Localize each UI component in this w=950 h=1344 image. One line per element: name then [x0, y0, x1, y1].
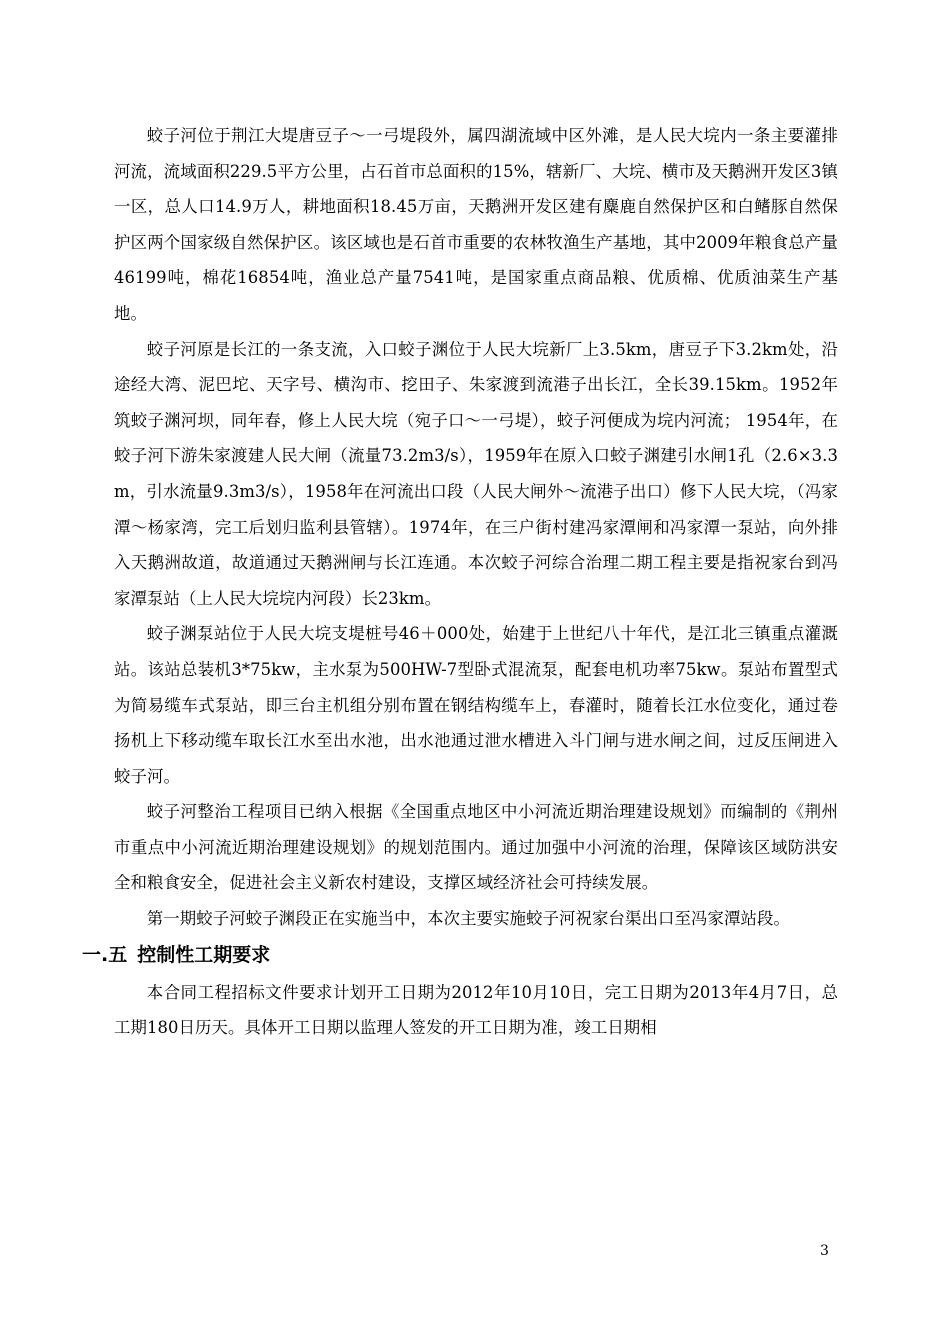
paragraph-planning: 蛟子河整治工程项目已纳入根据《全国重点地区中小河流近期治理建设规划》而编制的《荆州市重点中小河流近期治理建设规划》的规划范围内。通过加强中小河流的治理，保障该区域防洪安全和粮食安全，促进社会主义新农村建设，支撑区域经济社会可持续发展。: [114, 802, 838, 893]
paragraph-schedule: 本合同工程招标文件要求计划开工日期为2012年10月10日，完工日期为2013年4月7日，总工期180日历天。具体开工日期以监理人签发的开工日期为准，竣工日期相: [114, 982, 838, 1038]
paragraph-jiaozihe-overview: 蛟子河位于荆江大堤唐豆子～一弓堤段外，属四湖流域中区外滩，是人民大垸内一条主要灌排河流，流域面积229.5平方公里，占石首市总面积的15%，辖新厂、大垸、横市及天鹅洲开发区3镇一区，总人口14.9万人，耕地面积18.45万亩，天鹅洲开发区建有麋鹿自然保护区和白鳍豚自然保护区两个国家级自然保护区。该区域也是石首市重要的农林牧渔生产基地，其中2009年粮食总产量46199吨，棉花16854吨，渔业总产量7541吨，是国家重点商品粮、优质棉、优质油菜生产基地。: [114, 126, 838, 323]
section-heading: [82, 937, 838, 975]
paragraph-phase-one: 第一期蛟子河蛟子渊段正在实施当中，本次主要实施蛟子河祝家台渠出口至冯家潭站段。: [146, 909, 790, 929]
paragraph-jiaozihe-history: 蛟子河原是长江的一条支流，入口蛟子渊位于人民大垸新厂上3.5km，唐豆子下3.2km处，沿途经大湾、泥巴坨、天字号、横沟市、挖田子、朱家渡到流港子出长江，全长39.15km。1952年筑蛟子渊河坝，同年春，修上人民大垸（宛子口～一弓堤），蛟子河便成为垸内河流； 1954年，在蛟子河下游朱家渡建人民大闸（流量73.2m3/s），1959年在原入口蛟子渊建引水闸1孔（2.6×3.3m，引水流量9.3m3/s），1958年在河流出口段（人民大闸外～流港子出口）修下人民大垸，（冯家潭～杨家湾，完工后划归监利县管辖）。1974年，在三户街村建冯家潭闸和冯家潭一泵站，向外排入天鹅洲故道，故道通过天鹅洲闸与长江连通。本次蛟子河综合治理二期工程主要是指祝家台到冯家潭泵站（上人民大垸垸内河段）长23km。: [114, 339, 838, 608]
page-number: 3: [820, 1243, 829, 1259]
section-number: 一.五: [82, 943, 128, 966]
paragraph-pump-station: 蛟子渊泵站位于人民大垸支堤桩号46＋000处，始建于上世纪八十年代，是江北三镇重点灌溉站。该站总装机3*75kw，主水泵为500HW-7型卧式混流泵，配套电机功率75kw。泵站布置型式为简易缆车式泵站，即三台主机组分别布置在钢结构缆车上，春灌时，随着长江水位变化，通过卷扬机上下移动缆车取长江水至出水池，出水池通过泄水槽进入斗门闸与进水闸之间，过反压闸进入蛟子河。: [114, 624, 838, 786]
page-body: [82, 118, 838, 1046]
section-title: 控制性工期要求: [137, 943, 271, 966]
